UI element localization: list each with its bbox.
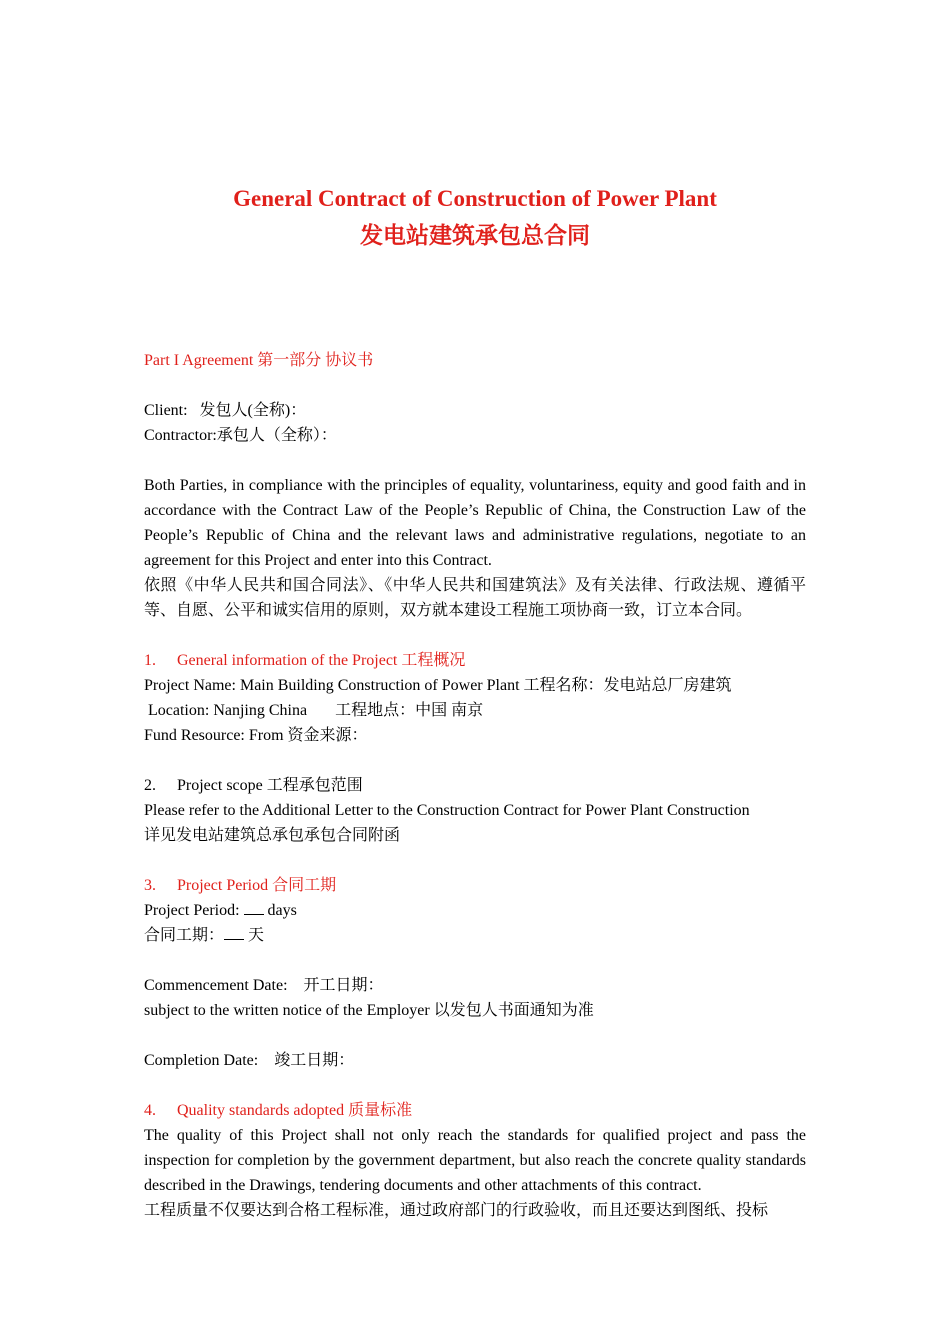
fund-resource: Fund Resource: From 资金来源：: [144, 727, 368, 744]
commencement-note: subject to the written notice of the Employer 以发包人书面通知为准: [144, 1002, 594, 1019]
period-english-unit: days: [263, 902, 297, 919]
project-name: Project Name: Main Building Construction of Power Plant 工程名称：发电站总厂房建筑: [144, 677, 732, 694]
document-body: [144, 348, 806, 1223]
period-chinese: [144, 923, 806, 948]
project-location: Location: Nanjing China 工程地点：中国 南京: [144, 702, 484, 719]
part-heading: Part I Agreement 第一部分 协议书: [144, 352, 374, 369]
scope-chinese: 详见发电站建筑总承包承包合同附函: [144, 827, 401, 844]
section-3-heading: [144, 873, 806, 898]
intro-chinese: 依照《中华人民共和国合同法》、《中华人民共和国建筑法》及有关法律、行政法规、遵循平等、自愿、公平和诚实信用的原则，双方就本建设工程施工项协商一致，订立本合同。: [144, 577, 806, 619]
section-2-number: 2.: [144, 777, 156, 794]
quality-chinese: 工程质量不仅要达到合格工程标准，通过政府部门的行政验收，而且还要达到图纸、投标: [144, 1202, 769, 1219]
scope-english: Please refer to the Additional Letter to the Construction Contract for Power Plant Construction: [144, 802, 750, 819]
title-chinese: 发电站建筑承包总合同: [360, 223, 590, 248]
section-4-title: Quality standards adopted 质量标准: [177, 1102, 413, 1119]
quality-english: The quality of this Project shall not only reach the standards for qualified project and pass the inspection for completion by the government department, but also reach the concrete quality standards described in the Drawings, tendering documents and other attachments of this contract.: [144, 1127, 806, 1194]
section-3-number: 3.: [144, 877, 156, 894]
period-chinese-unit: 天: [244, 927, 265, 944]
days-blank: [244, 900, 264, 915]
title-english: General Contract of Construction of Power Plant: [233, 186, 717, 211]
section-1-heading: [144, 648, 806, 673]
section-3-title: Project Period 合同工期: [177, 877, 337, 894]
commencement-date: Commencement Date: 开工日期：: [144, 977, 384, 994]
days-blank-cn: [224, 925, 244, 940]
client-line: Client: 发包人(全称)：: [144, 402, 307, 419]
section-1-title: General information of the Project 工程概况: [177, 652, 466, 669]
section-4-heading: [144, 1098, 806, 1123]
intro-english: Both Parties, in compliance with the principles of equality, voluntariness, equity and good faith and in accordance with the Contract Law of the People’s Republic of China, the Construction Law of the People’s Republic of China and the relevant laws and administrative regulations, negotiate to an agreement for this Project and enter into this Contract.: [144, 477, 806, 569]
period-english: [144, 898, 806, 923]
section-4-number: 4.: [144, 1102, 156, 1119]
section-2-heading: [144, 773, 806, 798]
section-1-number: 1.: [144, 652, 156, 669]
period-english-label: Project Period:: [144, 902, 244, 919]
period-chinese-label: 合同工期：: [144, 927, 225, 944]
completion-date: Completion Date: 竣工日期：: [144, 1052, 355, 1069]
contractor-line: Contractor:承包人（全称）：: [144, 427, 337, 444]
section-2-title: Project scope 工程承包范围: [177, 777, 363, 794]
